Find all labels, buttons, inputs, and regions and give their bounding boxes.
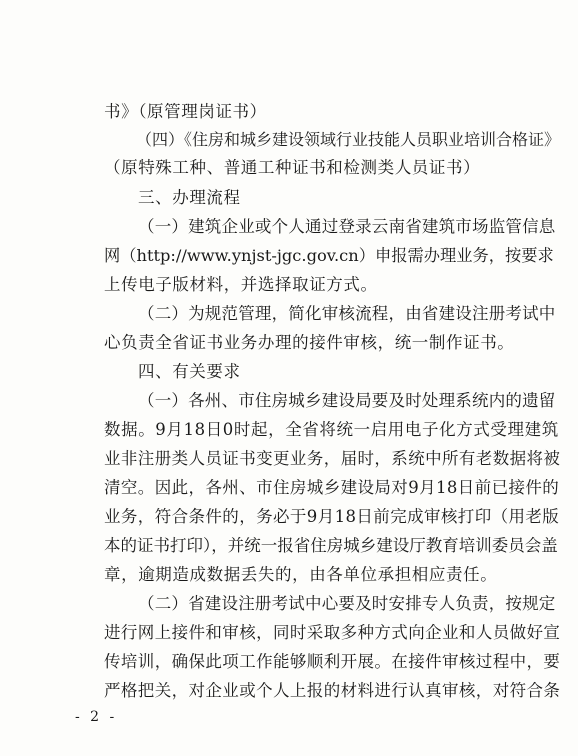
text-line: 业务，符合条件的，务必于9月18日前完成审核打印（用老版 <box>104 507 560 526</box>
text-line: 业非注册类人员证书变更业务，届时，系统中所有老数据将被 <box>104 449 561 468</box>
text-line: （原特殊工种、普通工种证书和检测类人员证书） <box>104 158 481 177</box>
section-heading: 四、有关要求 <box>138 362 241 381</box>
text-line: （二）省建设注册考试中心要及时安排专人负责，按规定 <box>138 594 556 613</box>
text-line: （一）建筑企业或个人通过登录云南省建筑市场监管信息 <box>138 217 556 236</box>
text-line: 清空。因此，各州、市住房城乡建设局对9月18日前已接件的 <box>104 478 560 497</box>
text-line: 书》（原管理岗证书） <box>104 102 267 121</box>
text-line: 严格把关，对企业或个人上报的材料进行认真审核，对符合条 <box>104 681 561 700</box>
text-line: 章，逾期造成数据丢失的，由各单位承担相应责任。 <box>104 565 498 584</box>
text-line: 心负责全省证书业务办理的接件审核，统一制作证书。 <box>104 333 515 352</box>
text-line: 进行网上接件和审核，同时采取多种方式向企业和人员做好宣 <box>104 623 561 642</box>
text-line: （四）《住房和城乡建设领域行业技能人员职业培训合格证》 <box>136 130 561 149</box>
section-heading: 三、办理流程 <box>138 188 241 207</box>
text-line: 数据。9月18日0时起，全省将统一启用电子化方式受理建筑 <box>104 420 559 439</box>
text-line: 传培训，确保此项工作能够顺利开展。在接件审核过程中，要 <box>104 652 561 671</box>
text-line: （一）各州、市住房城乡建设局要及时处理系统内的遗留 <box>138 391 556 410</box>
text-line: 本的证书打印），并统一报省住房城乡建设厅教育培训委员会盖 <box>104 536 558 555</box>
text-line: （二）为规范管理，简化审核流程，由省建设注册考试中 <box>138 304 556 323</box>
text-line: 网（http://www.ynjst-jgc.gov.cn）申报需办理业务，按要求 <box>104 246 554 265</box>
text-line: 上传电子版材料，并选择取证方式。 <box>104 275 378 294</box>
page-number: - 2 - <box>75 709 118 725</box>
